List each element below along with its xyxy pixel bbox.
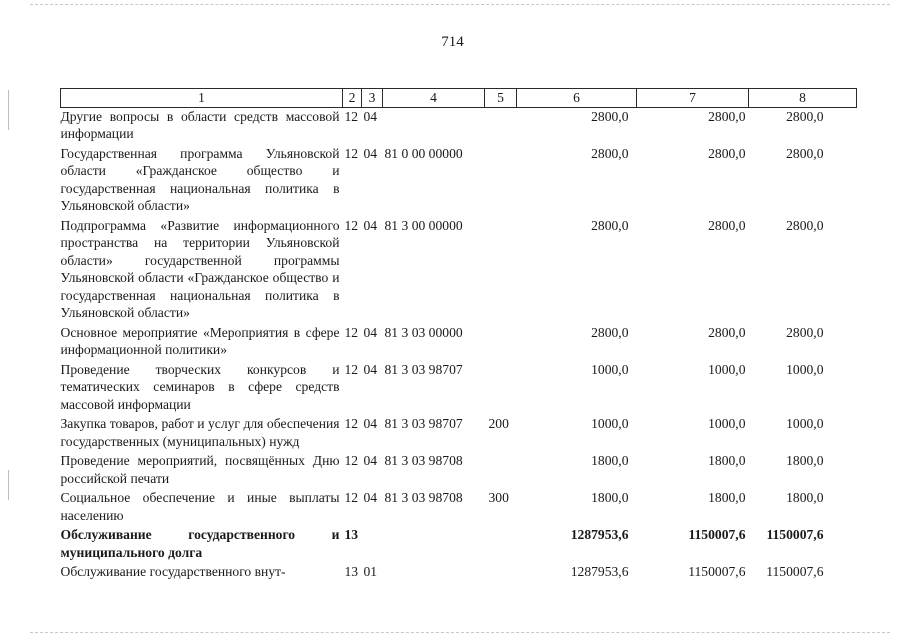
row-expense-type: 200 [488,416,509,431]
row-section: 13 [344,564,359,579]
column-header-4: 4 [383,89,485,108]
row-amount-col6: 1000,0 [591,361,629,377]
row-section: 12 [344,324,359,340]
scan-mark-left [8,90,9,130]
row-amount-col8: 1800,0 [786,453,824,468]
row-amount-col6: 2800,0 [591,145,629,161]
row-amount-col8: 1150007,6 [766,527,824,542]
row-target-article: 81 3 03 98708 [384,453,463,468]
row-name: Закупка товаров, работ и услуг для обеспечения государственных (муниципальных) нужд [60,416,340,449]
table-row [61,107,857,145]
table-row [61,361,857,416]
row-amount-col7: 1150007,6 [688,527,746,542]
row-amount-col6: 1287953,6 [570,527,629,542]
row-section: 12 [344,108,359,124]
column-header-6: 6 [517,89,637,108]
row-expense-type [485,361,517,416]
row-expense-type [485,324,517,361]
row-amount-col7: 1150007,6 [688,564,746,579]
row-section: 12 [344,145,359,161]
row-target-article: 81 3 00 00000 [384,217,463,233]
row-target-article: 81 3 03 98707 [384,416,463,431]
row-expense-type [485,452,517,489]
row-expense-type [485,526,517,563]
row-name: Обслуживание государственного внут- [60,564,286,579]
row-expense-type [485,563,517,583]
row-section: 12 [344,416,359,431]
row-amount-col7: 2800,0 [708,108,746,124]
row-subsection: 04 [363,453,378,468]
row-target-article: 81 3 03 98708 [384,490,463,505]
row-target-article [383,563,485,583]
row-target-article: 81 0 00 00000 [384,145,463,161]
row-section: 12 [344,361,359,377]
row-target-article: 81 3 03 00000 [384,324,463,340]
row-expense-type [485,217,517,324]
row-amount-col6: 1000,0 [591,416,629,431]
row-subsection: 04 [363,217,378,233]
row-amount-col8: 2800,0 [786,145,824,161]
row-amount-col6: 2800,0 [591,108,629,124]
table-row [61,145,857,217]
row-amount-col7: 1800,0 [708,453,746,468]
row-section: 12 [344,490,359,505]
row-amount-col7: 2800,0 [708,324,746,340]
row-subsection: 04 [363,416,378,431]
row-amount-col6: 1800,0 [591,490,629,505]
row-target-article [383,526,485,563]
row-amount-col7: 1800,0 [708,490,746,505]
row-name: Социальное обеспечение и иные выплаты населению [60,490,340,523]
row-section: 13 [344,527,359,542]
row-subsection: 04 [363,324,378,340]
row-name: Проведение мероприятий, посвящённых Дню российской печати [60,453,340,486]
row-expense-type [485,107,517,145]
row-name: Проведение творческих конкурсов и тематических семинаров в сфере средств массовой информации [60,361,340,412]
row-amount-col7: 1000,0 [708,361,746,377]
column-header-7: 7 [637,89,749,108]
table-row [61,526,857,563]
scan-edge-bottom [30,632,890,633]
row-name: Государственная программа Ульяновской области «Гражданское общество и государственная национальная политика в Ульяновской области» [60,145,340,213]
row-amount-col8: 1000,0 [786,361,824,377]
row-subsection: 04 [363,490,378,505]
scan-edge-top [30,4,890,5]
row-amount-col6: 2800,0 [591,324,629,340]
row-amount-col8: 2800,0 [786,324,824,340]
row-name: Основное мероприятие «Мероприятия в сфере информационной политики» [60,324,340,357]
scan-mark-left-lower [8,470,9,500]
table-header-row [61,89,857,108]
row-subsection: 04 [363,108,378,124]
row-amount-col6: 1800,0 [591,453,629,468]
row-amount-col7: 2800,0 [708,145,746,161]
table-body [61,107,857,583]
row-amount-col7: 1000,0 [708,416,746,431]
table-row [61,452,857,489]
row-subsection: 01 [363,564,378,579]
row-section: 12 [344,217,359,233]
row-amount-col8: 2800,0 [786,108,824,124]
column-header-3: 3 [362,89,383,108]
row-section: 12 [344,453,359,468]
row-amount-col8: 1150007,6 [766,564,824,579]
table-row [61,217,857,324]
row-name: Подпрограмма «Развитие информационного пространства на территории Ульяновской области» государственной программы Ульяновской области «Гражданское общество и государственная национальная политика в Ульяновской области» [60,217,340,320]
row-target-article [383,107,485,145]
row-expense-type [485,145,517,217]
table-row [61,324,857,361]
table-row [61,489,857,526]
row-amount-col8: 1000,0 [786,416,824,431]
column-header-5: 5 [485,89,517,108]
column-header-2: 2 [343,89,362,108]
row-subsection [362,526,383,563]
page-number: 714 [441,34,464,50]
row-name: Обслуживание государственного и муниципального долга [60,527,340,560]
row-amount-col6: 1287953,6 [570,564,629,579]
row-amount-col8: 2800,0 [786,217,824,233]
row-target-article: 81 3 03 98707 [384,361,463,377]
row-expense-type: 300 [488,490,509,505]
column-header-8: 8 [749,89,857,108]
row-subsection: 04 [363,145,378,161]
row-amount-col6: 2800,0 [591,217,629,233]
table-row [61,563,857,583]
row-amount-col7: 2800,0 [708,217,746,233]
column-header-1: 1 [61,89,343,108]
row-subsection: 04 [363,361,378,377]
row-amount-col8: 1800,0 [786,490,824,505]
table-row [61,415,857,452]
budget-table [60,88,857,583]
row-name: Другие вопросы в области средств массовой информации [60,108,340,141]
